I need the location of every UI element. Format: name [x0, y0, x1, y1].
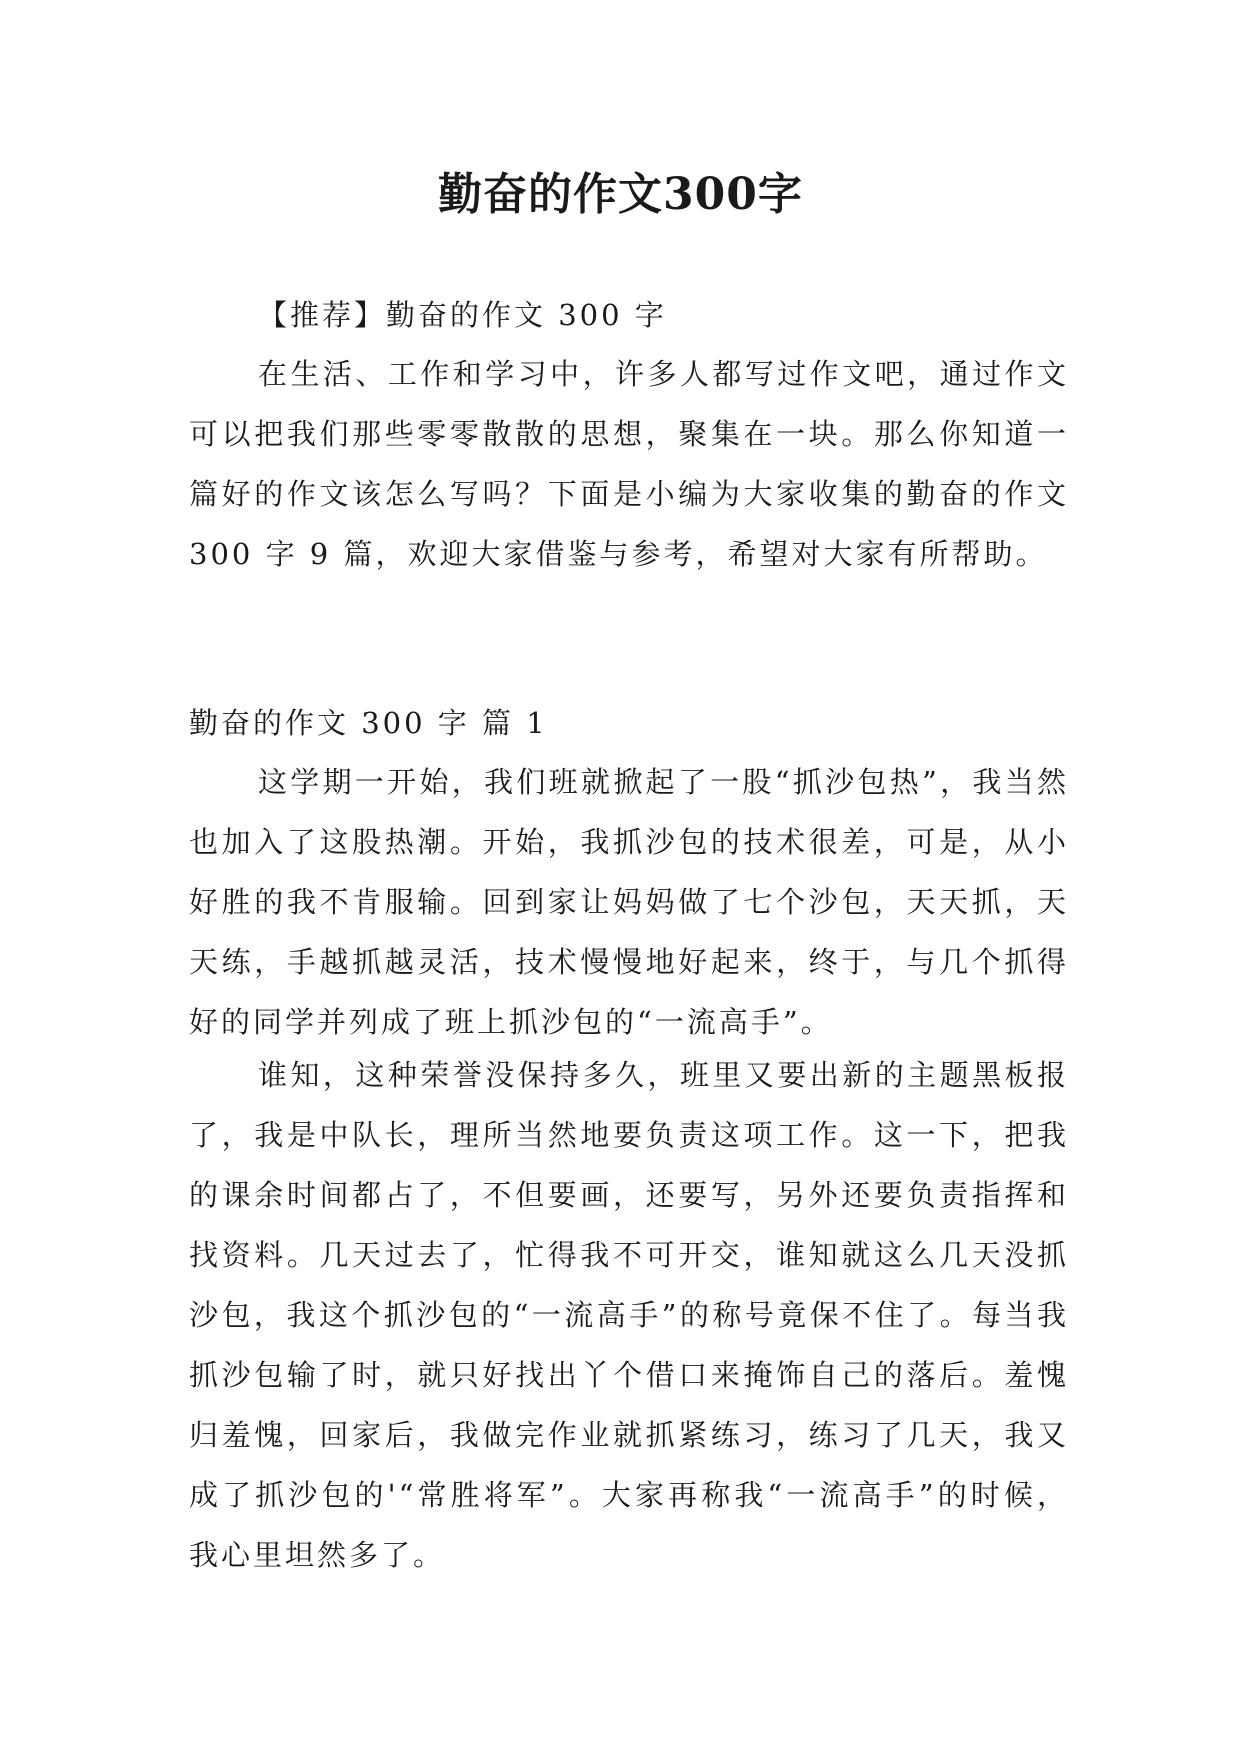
- section-heading: 勤奋的作文 300 字 篇 1: [189, 706, 548, 740]
- document-title: 勤奋的作文300字: [438, 169, 803, 220]
- intro-label: 【推荐】勤奋的作文 300 字: [258, 298, 667, 332]
- body-paragraph: 谁知，这种荣誉没保持多久，班里又要出新的主题黑板报了，我是中队长，理所当然地要负责这项工作。这一下，把我的课余时间都占了，不但要画，还要写，另外还要负责指挥和找资料。几天过去了，忙得我不可开交，谁知就这么几天没抓沙包，我这个抓沙包的“一流高手”的称号竟保不住了。每当我抓沙包输了时，就只好找出丫个借口来掩饰自己的落后。羞愧归羞愧，回家后，我做完作业就抓紧练习，练习了几天，我又成了抓沙包的'“常胜将军”。大家再称我“一流高手”的时候，我心里坦然多了。: [189, 1058, 1069, 1572]
- intro-paragraph: 在生活、工作和学习中，许多人都写过作文吧，通过作文可以把我们那些零零散散的思想，聚集在一块。那么你知道一篇好的作文该怎么写吗？下面是小编为大家收集的勤奋的作文 300 字 9 篇，欢迎大家借鉴与参考，希望对大家有所帮助。: [189, 357, 1069, 571]
- body-paragraph: 这学期一开始，我们班就掀起了一股“抓沙包热”，我当然也加入了这股热潮。开始，我抓沙包的技术很差，可是，从小好胜的我不肯服输。回到家让妈妈做了七个沙包，天天抓，天天练，手越抓越灵活，技术慢慢地好起来，终于，与几个抓得好的同学并列成了班上抓沙包的“一流高手”。: [189, 765, 1069, 1039]
